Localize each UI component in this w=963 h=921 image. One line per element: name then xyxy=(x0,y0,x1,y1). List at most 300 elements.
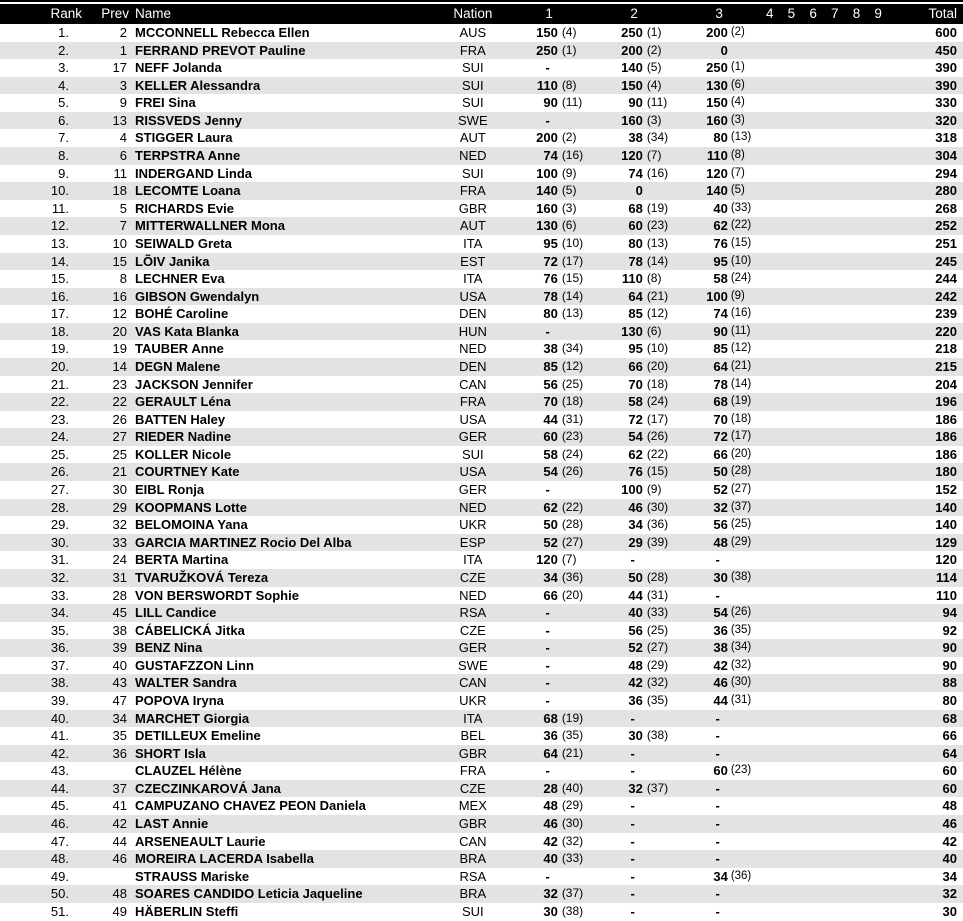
total-points: 46 xyxy=(942,816,957,832)
round3-points: 80 xyxy=(713,130,728,146)
round2-score xyxy=(603,604,688,622)
total-points: 600 xyxy=(935,25,957,40)
round2-score xyxy=(603,323,688,341)
round2-position: (28) xyxy=(646,569,669,584)
round2-points: - xyxy=(630,868,635,884)
round3-points: 40 xyxy=(713,200,728,216)
table-row xyxy=(0,200,963,218)
round3-score xyxy=(688,270,759,288)
round2-points: 36 xyxy=(628,692,643,708)
nation-cell: USA xyxy=(459,288,487,304)
round3-points: 95 xyxy=(713,253,728,269)
prev-rank-cell: 1 xyxy=(119,42,127,58)
round1-position: (7) xyxy=(561,552,577,567)
rider-name: RICHARDS Evie xyxy=(135,200,234,216)
round1-position: (35) xyxy=(561,728,584,743)
nation-cell: SUI xyxy=(461,60,484,76)
total-points: 92 xyxy=(942,622,957,638)
round2-position: (8) xyxy=(646,271,662,286)
round2-position: (19) xyxy=(646,200,669,215)
nation-cell: RSA xyxy=(459,605,487,621)
total-points: 40 xyxy=(942,851,957,867)
nation-cell: UKR xyxy=(459,692,487,708)
total-points: 140 xyxy=(935,499,957,515)
round1-position: (21) xyxy=(561,745,584,760)
rider-name: WALTER Sandra xyxy=(135,675,237,691)
nation-cell: ITA xyxy=(463,710,483,726)
round2-position: (4) xyxy=(646,77,662,92)
rider-name: RISSVEDS Jenny xyxy=(135,112,242,128)
nation-cell: CAN xyxy=(459,833,487,849)
round1-score xyxy=(518,217,603,235)
table-body xyxy=(0,24,963,920)
col-header-round4: 4 xyxy=(765,6,774,21)
rank-cell: 29. xyxy=(50,517,69,533)
round1-position: (27) xyxy=(561,534,584,549)
table-row xyxy=(0,622,963,640)
round1-score xyxy=(518,622,603,640)
round2-score xyxy=(603,622,688,640)
round3-score xyxy=(688,253,759,271)
total-points: 48 xyxy=(942,798,957,814)
round1-points: - xyxy=(545,657,550,673)
round1-score xyxy=(518,376,603,394)
round1-position: (11) xyxy=(561,95,583,110)
round2-position xyxy=(643,885,684,903)
round3-position: (12) xyxy=(730,342,752,355)
nation-cell: GER xyxy=(458,429,487,445)
round2-points: - xyxy=(630,710,635,726)
rider-name: BELOMOINA Yana xyxy=(135,517,248,533)
round1-position: (24) xyxy=(561,446,584,461)
round3-score xyxy=(688,815,759,833)
round3-score xyxy=(688,411,759,429)
round2-points: 72 xyxy=(628,411,643,427)
round2-position: (22) xyxy=(646,446,669,461)
prev-rank-cell: 48 xyxy=(112,886,127,902)
rank-cell: 4. xyxy=(58,77,69,93)
round1-points: 60 xyxy=(543,429,558,445)
table-row xyxy=(0,797,963,815)
round3-score xyxy=(688,868,759,886)
round2-score xyxy=(603,551,688,569)
total-points: 245 xyxy=(935,253,957,269)
round2-position: (33) xyxy=(646,605,669,620)
round2-score xyxy=(603,217,688,235)
prev-rank-cell: 21 xyxy=(112,464,127,480)
round3-position: (4) xyxy=(730,96,745,109)
round1-points: 95 xyxy=(543,235,558,251)
round1-score xyxy=(518,129,603,147)
prev-rank-cell: 19 xyxy=(112,341,127,357)
round3-score xyxy=(688,235,759,253)
round2-position: (3) xyxy=(646,112,662,127)
prev-rank-cell: 27 xyxy=(112,429,127,445)
rank-cell: 16. xyxy=(50,288,69,304)
prev-rank-cell: 20 xyxy=(112,323,127,339)
rank-cell: 8. xyxy=(58,148,69,164)
prev-rank-cell: 6 xyxy=(119,148,127,164)
round1-score xyxy=(518,499,603,517)
nation-cell: GER xyxy=(458,640,487,656)
nation-cell: GBR xyxy=(458,745,487,761)
rank-cell: 28. xyxy=(50,499,69,515)
rank-cell: 45. xyxy=(50,798,69,814)
round2-score xyxy=(603,885,688,903)
round1-points: 36 xyxy=(543,728,558,744)
table-row xyxy=(0,446,963,464)
round3-position: (23) xyxy=(730,764,752,777)
table-row xyxy=(0,833,963,851)
round2-position xyxy=(643,833,684,851)
round1-position: (30) xyxy=(561,816,584,831)
rider-name: LAST Annie xyxy=(135,816,209,832)
rider-name: LECOMTE Loana xyxy=(135,183,241,199)
round2-position: (9) xyxy=(646,482,662,497)
table-row xyxy=(0,516,963,534)
rider-name: SEIWALD Greta xyxy=(135,235,232,251)
round1-position xyxy=(558,692,599,710)
prev-rank-cell: 5 xyxy=(119,200,127,216)
round2-position xyxy=(643,762,684,780)
round2-points: 60 xyxy=(628,218,643,234)
round2-position: (18) xyxy=(646,376,669,391)
round2-points: 68 xyxy=(628,200,643,216)
round2-position: (30) xyxy=(646,499,669,514)
round3-position: (34) xyxy=(730,641,752,654)
round1-points: - xyxy=(545,692,550,708)
table-row xyxy=(0,727,963,745)
rider-name: GUSTAFZZON Linn xyxy=(135,657,254,673)
nation-cell: NED xyxy=(459,499,487,515)
round3-points: 66 xyxy=(713,446,728,462)
nation-cell: SUI xyxy=(461,95,484,111)
round2-points: 29 xyxy=(628,534,643,550)
nation-cell: SWE xyxy=(458,112,488,128)
nation-cell: DEN xyxy=(459,358,487,374)
round3-points: 42 xyxy=(713,657,728,673)
round2-points: - xyxy=(630,745,635,761)
round3-points: 0 xyxy=(720,42,728,58)
round3-score xyxy=(688,604,759,622)
round1-score xyxy=(518,235,603,253)
round3-points: 76 xyxy=(713,235,728,251)
total-points: 114 xyxy=(936,569,957,585)
round1-position: (3) xyxy=(561,200,577,215)
table-row xyxy=(0,235,963,253)
round3-points: 32 xyxy=(713,499,728,515)
prev-rank-cell: 18 xyxy=(112,183,127,199)
round1-score xyxy=(518,94,603,112)
round2-score xyxy=(603,639,688,657)
rider-name: FREI Sina xyxy=(135,95,196,111)
round3-score xyxy=(688,833,759,851)
col-header-round2 xyxy=(603,4,688,24)
rider-name: POPOVA Iryna xyxy=(135,692,224,708)
round1-score xyxy=(518,463,603,481)
round1-position xyxy=(558,639,599,657)
round1-position: (22) xyxy=(561,499,584,514)
rider-name: TAUBER Anne xyxy=(135,341,224,357)
total-points: 215 xyxy=(935,358,957,374)
round1-position: (15) xyxy=(561,271,584,286)
total-points: 204 xyxy=(935,376,957,392)
table-row xyxy=(0,305,963,323)
table-row xyxy=(0,288,963,306)
rider-name: KELLER Alessandra xyxy=(135,77,261,93)
round3-position xyxy=(728,551,755,569)
round2-score xyxy=(603,481,688,499)
round3-position: (29) xyxy=(730,535,752,548)
round3-score xyxy=(688,24,759,42)
total-points: 140 xyxy=(935,517,957,533)
round3-score xyxy=(688,481,759,499)
total-points: 390 xyxy=(935,77,957,93)
round1-points: 32 xyxy=(543,886,558,902)
round3-points: 90 xyxy=(713,323,728,339)
rider-name: TVARUŽKOVÁ Tereza xyxy=(135,569,269,585)
round2-position: (37) xyxy=(646,780,669,795)
total-points: 268 xyxy=(935,200,957,216)
round1-position xyxy=(558,762,599,780)
round1-score xyxy=(518,885,603,903)
total-points: 90 xyxy=(942,657,957,673)
round1-points: 90 xyxy=(543,95,558,111)
rank-cell: 12. xyxy=(50,218,69,234)
total-points: 64 xyxy=(942,745,957,761)
round3-points: 140 xyxy=(706,183,728,199)
round3-points: - xyxy=(715,851,720,867)
rank-cell: 36. xyxy=(50,640,69,656)
prev-rank-cell: 46 xyxy=(112,851,127,867)
round3-points: 44 xyxy=(713,692,728,708)
round3-points: 74 xyxy=(713,306,728,322)
round1-score xyxy=(518,182,603,200)
round2-score xyxy=(603,657,688,675)
round2-position xyxy=(643,551,684,569)
rank-cell: 11. xyxy=(51,200,69,216)
round2-position: (35) xyxy=(646,692,669,707)
rider-name: JACKSON Jennifer xyxy=(135,376,253,392)
round1-position: (4) xyxy=(561,25,577,39)
round3-score xyxy=(688,112,759,130)
round1-position: (12) xyxy=(561,358,584,373)
rank-cell: 7. xyxy=(58,130,69,146)
round2-position: (12) xyxy=(646,306,669,321)
rider-name: VAS Kata Blanka xyxy=(135,323,239,339)
nation-cell: USA xyxy=(459,411,487,427)
table-row xyxy=(0,657,963,675)
round1-position: (1) xyxy=(561,42,577,57)
table-row xyxy=(0,393,963,411)
rank-cell: 47. xyxy=(50,833,69,849)
rank-cell: 49. xyxy=(50,868,69,884)
round3-position: (19) xyxy=(730,395,752,408)
round2-position xyxy=(643,710,684,728)
round2-score xyxy=(603,815,688,833)
round2-score xyxy=(603,797,688,815)
prev-rank-cell: 9 xyxy=(119,95,127,111)
total-points: 152 xyxy=(935,482,957,498)
round1-points: 52 xyxy=(543,534,558,550)
round2-position: (31) xyxy=(646,587,669,602)
round1-score xyxy=(518,780,603,798)
total-points: 32 xyxy=(942,886,957,902)
nation-cell: SUI xyxy=(461,165,484,181)
round2-points: - xyxy=(630,798,635,814)
round2-position: (26) xyxy=(646,429,669,444)
table-row xyxy=(0,77,963,95)
nation-cell: NED xyxy=(459,587,487,603)
round3-points: 48 xyxy=(713,534,728,550)
round1-score xyxy=(518,868,603,886)
nation-cell: GBR xyxy=(458,200,487,216)
table-row xyxy=(0,692,963,710)
round3-position: (28) xyxy=(730,465,752,478)
round3-position: (5) xyxy=(730,184,745,197)
round3-points: - xyxy=(715,552,720,568)
round1-score xyxy=(518,727,603,745)
round1-score xyxy=(518,815,603,833)
round1-score xyxy=(518,446,603,464)
total-points: 66 xyxy=(942,728,957,744)
prev-rank-cell: 14 xyxy=(112,358,127,374)
round2-score xyxy=(603,745,688,763)
round3-position xyxy=(728,727,755,745)
round2-points: 85 xyxy=(628,306,643,322)
round1-points: - xyxy=(545,323,550,339)
round3-position: (31) xyxy=(730,693,752,706)
round1-points: 85 xyxy=(543,358,558,374)
nation-cell: AUT xyxy=(459,130,486,146)
rider-name: CAMPUZANO CHAVEZ PEON Daniela xyxy=(135,798,366,814)
round3-points: 200 xyxy=(706,25,728,40)
round2-position: (10) xyxy=(646,341,669,356)
round2-points: 66 xyxy=(628,358,643,374)
nation-cell: DEN xyxy=(459,306,487,322)
col-header-rank: Rank xyxy=(50,6,82,21)
round3-points: - xyxy=(715,903,720,919)
total-points: 251 xyxy=(935,235,957,251)
prev-rank-cell: 29 xyxy=(112,499,127,515)
total-points: 110 xyxy=(936,587,957,603)
round2-position: (15) xyxy=(646,464,669,479)
col-header-name: Name xyxy=(135,6,172,21)
round2-score xyxy=(603,780,688,798)
table-row xyxy=(0,815,963,833)
table-row xyxy=(0,253,963,271)
total-points: 129 xyxy=(935,534,957,550)
table-row xyxy=(0,94,963,112)
round3-points: 100 xyxy=(706,288,728,304)
round3-position: (10) xyxy=(730,254,752,267)
round3-position: (32) xyxy=(730,658,752,671)
col-header-round6: 6 xyxy=(809,6,817,21)
round3-points: 72 xyxy=(713,429,728,445)
table-row xyxy=(0,42,963,60)
total-points: 94 xyxy=(942,605,957,621)
top-border-line xyxy=(0,0,963,2)
prev-rank-cell: 23 xyxy=(112,376,127,392)
round2-position: (14) xyxy=(646,253,669,268)
round3-score xyxy=(688,358,759,376)
rank-cell: 37. xyxy=(50,657,69,673)
round2-points: 130 xyxy=(621,323,643,339)
round3-position xyxy=(728,42,755,60)
round2-position: (6) xyxy=(646,323,662,338)
round3-position xyxy=(728,850,755,868)
nation-cell: BRA xyxy=(459,851,487,867)
table-row xyxy=(0,411,963,429)
prev-rank-cell: 34 xyxy=(112,710,127,726)
rider-name: BENZ Nina xyxy=(135,640,203,656)
col-header-round1-spacer xyxy=(558,4,599,24)
col-header-prev: Prev xyxy=(101,6,129,21)
col-header-nation: Nation xyxy=(453,6,493,21)
table-row xyxy=(0,323,963,341)
round3-position: (11) xyxy=(730,324,751,337)
round3-points: - xyxy=(715,886,720,902)
rank-cell: 39. xyxy=(50,692,69,708)
prev-rank-cell: 38 xyxy=(112,622,127,638)
round3-position: (9) xyxy=(730,289,745,302)
nation-cell: FRA xyxy=(459,42,486,58)
round3-score xyxy=(688,200,759,218)
round1-score xyxy=(518,358,603,376)
round3-score xyxy=(688,323,759,341)
total-points: 30 xyxy=(942,903,957,919)
round1-position: (14) xyxy=(561,288,584,303)
round2-position: (5) xyxy=(646,60,662,75)
round3-points: 250 xyxy=(706,60,728,76)
round2-score xyxy=(603,112,688,130)
prev-rank-cell: 39 xyxy=(112,640,127,656)
nation-cell: ITA xyxy=(463,235,483,251)
round2-points: 62 xyxy=(628,446,643,462)
round1-score xyxy=(518,657,603,675)
total-points: 390 xyxy=(935,60,957,76)
total-points: 252 xyxy=(935,218,957,234)
round2-score xyxy=(603,77,688,95)
round1-points: 62 xyxy=(543,499,558,515)
round3-score xyxy=(688,217,759,235)
round2-score xyxy=(603,200,688,218)
round1-points: - xyxy=(545,640,550,656)
round1-score xyxy=(518,745,603,763)
round3-position: (18) xyxy=(730,412,752,425)
round1-score xyxy=(518,112,603,130)
rank-cell: 21. xyxy=(50,376,69,392)
table-row xyxy=(0,850,963,868)
round1-points: 56 xyxy=(543,376,558,392)
table-row xyxy=(0,376,963,394)
round1-points: 200 xyxy=(536,130,558,146)
rank-cell: 44. xyxy=(50,780,69,796)
round2-score xyxy=(603,446,688,464)
nation-cell: AUT xyxy=(459,218,486,234)
round2-score xyxy=(603,270,688,288)
rider-name: EIBL Ronja xyxy=(135,482,205,498)
rider-name: COURTNEY Kate xyxy=(135,464,240,480)
round2-points: 50 xyxy=(628,569,643,585)
rider-name: CÁBELICKÁ Jitka xyxy=(135,622,245,638)
rider-name: TERPSTRA Anne xyxy=(135,148,241,164)
table-row xyxy=(0,885,963,903)
total-points: 318 xyxy=(935,130,957,146)
round2-points: 0 xyxy=(635,183,643,199)
rider-name: FERRAND PREVOT Pauline xyxy=(135,42,306,58)
round3-position: (15) xyxy=(730,236,752,249)
